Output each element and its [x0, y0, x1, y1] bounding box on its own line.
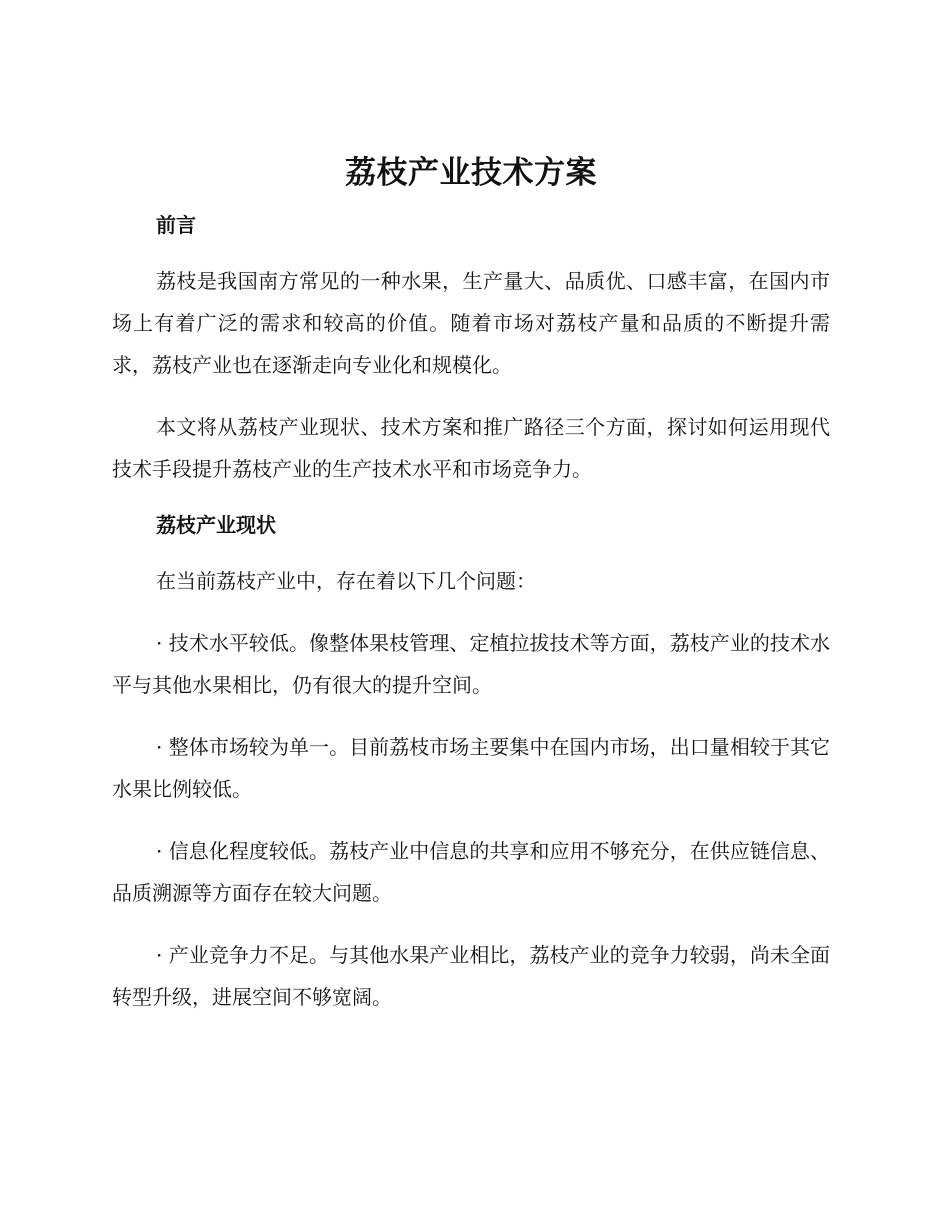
document-page: [112, 150, 830, 1038]
document-title: 荔枝产业技术方案: [345, 155, 597, 191]
paragraph: 在当前荔枝产业中，存在着以下几个问题：: [156, 569, 536, 593]
section-heading-industry-status: 荔枝产业现状: [156, 513, 276, 537]
bullet-paragraph: · 产业竞争力不足。与其他水果产业相比，荔枝产业的竞争力较弱，尚未全面转型升级，进展空间不够宽阔。: [112, 943, 830, 1009]
paragraph: 本文将从荔枝产业现状、技术方案和推广路径三个方面，探讨如何运用现代技术手段提升荔枝产业的生产技术水平和市场竞争力。: [112, 415, 830, 481]
section-heading-preface: 前言: [156, 213, 196, 237]
bullet-paragraph: · 技术水平较低。像整体果枝管理、定植拉拔技术等方面，荔枝产业的技术水平与其他水果相比，仍有很大的提升空间。: [112, 631, 830, 697]
bullet-paragraph: · 信息化程度较低。荔枝产业中信息的共享和应用不够充分，在供应链信息、品质溯源等方面存在较大问题。: [112, 839, 830, 905]
paragraph: 荔枝是我国南方常见的一种水果，生产量大、品质优、口感丰富，在国内市场上有着广泛的需求和较高的价值。随着市场对荔枝产量和品质的不断提升需求，荔枝产业也在逐渐走向专业化和规模化。: [112, 269, 830, 377]
bullet-paragraph: · 整体市场较为单一。目前荔枝市场主要集中在国内市场，出口量相较于其它水果比例较低。: [112, 735, 830, 801]
